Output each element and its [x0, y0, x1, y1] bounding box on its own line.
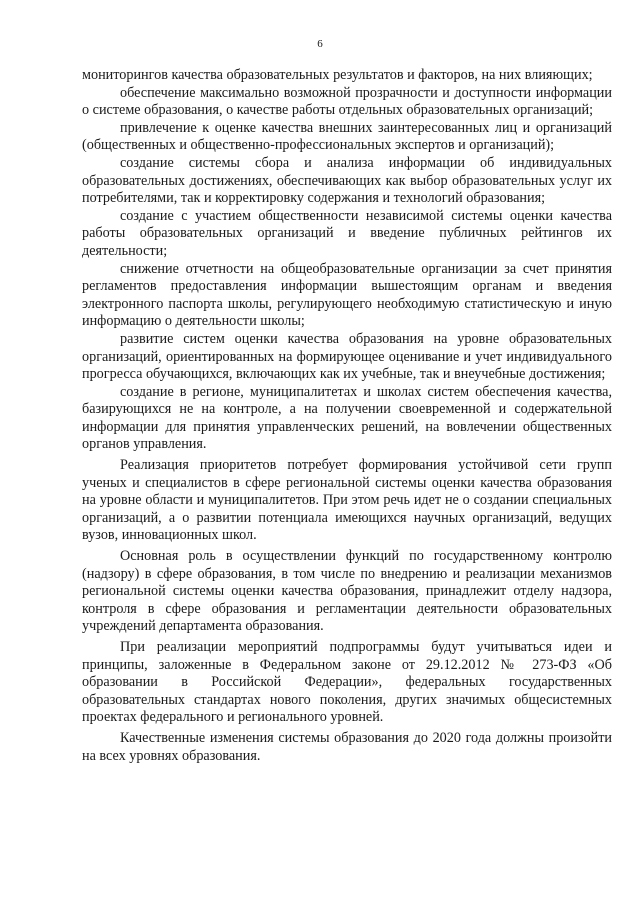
- list-item-reporting-reduction: снижение отчетности на общеобразовательные организации за счет принятия регламентов предоставления информации вышестоящим органам и введения электронного паспорта школы, регулирующего необходимую статистическую и иную информацию о деятельности школы;: [82, 260, 612, 330]
- list-item-external-stakeholders: привлечение к оценке качества внешних заинтересованных лиц и организаций (общественных и общественно-профессиональных экспертов и организаций);: [82, 119, 612, 154]
- paragraph-priorities: Реализация приоритетов потребует формирования устойчивой сети групп ученых и специалистов в сфере региональной системы оценки качества образования на уровне области и муниципалитетов. При этом речь идет не о создании специальных организаций, а о развитии потенциала имеющихся научных организаций, ведущих вузов, инновационных школ.: [82, 457, 612, 544]
- document-body: [82, 67, 612, 765]
- list-item-information-system: создание системы сбора и анализа информации об индивидуальных образовательных достижениях, обеспечивающих как выбор образовательных услуг их потребителями, так и корректировку содержания и технологий образования;: [82, 154, 612, 207]
- paragraph-changes-2020: Качественные изменения системы образования до 2020 года должны произойти на всех уровнях образования.: [82, 729, 612, 764]
- paragraph-principles: При реализации мероприятий подпрограммы будут учитываться идеи и принципы, заложенные в Федеральном законе от 29.12.2012 № 273-ФЗ «Об образовании в Российской Федерации», федеральных государственных образовательных стандартах нового поколения, других значимых общесистемных проектах федерального и регионального уровней.: [82, 639, 612, 726]
- list-item-independent-assessment: создание с участием общественности независимой системы оценки качества работы образовательных организаций и введение публичных рейтингов их деятельности;: [82, 207, 612, 259]
- list-item-organizational-assessment: развитие систем оценки качества образования на уровне образовательных организаций, ориентированных на формирующее оценивание и учет индивидуального прогресса обучающихся, включающих как их учебные, так и внеучебные достижения;: [82, 330, 612, 383]
- page-number: 6: [317, 38, 323, 50]
- list-item-transparency: обеспечение максимально возможной прозрачности и доступности информации о системе образования, о качестве работы отдельных образовательных организаций;: [82, 84, 612, 119]
- paragraph-continued: мониторингов качества образовательных результатов и факторов, на них влияющих;: [82, 67, 593, 83]
- paragraph-state-control: Основная роль в осуществлении функций по государственному контролю (надзору) в сфере образования, в том числе по внедрению и реализации механизмов региональной системы оценки качества образования, принадлежит отделу надзора, контроля в сфере образования и регламентации деятельности образовательных учреждений департамента образования.: [82, 548, 612, 635]
- list-item-quality-assurance: создание в регионе, муниципалитетах и школах систем обеспечения качества, базирующихся не на контроле, а на получении своевременной и содержательной информации для принятия управленческих решений, на вовлечении общественных органов управления.: [82, 383, 612, 453]
